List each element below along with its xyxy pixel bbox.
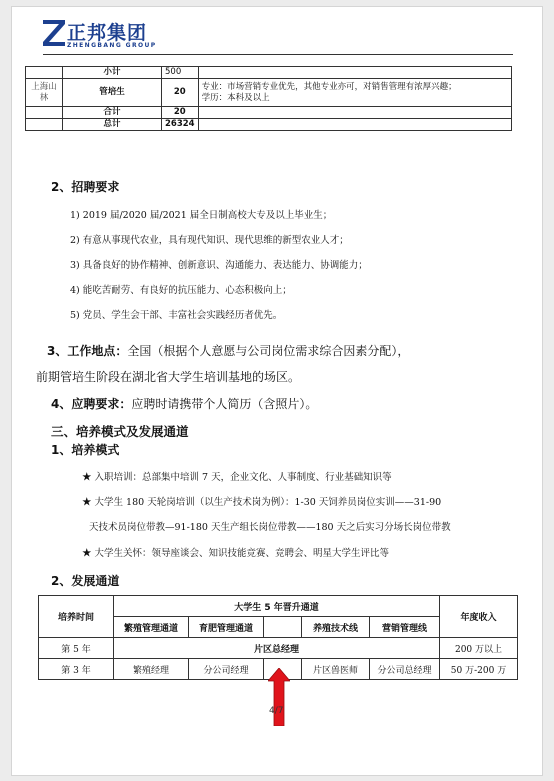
col-header-income: 年度收入 <box>440 596 518 638</box>
col-header-group: 大学生 5 年晋升通道 <box>114 596 440 617</box>
company-logo <box>43 18 173 52</box>
logo-mark-icon <box>43 20 65 46</box>
requirement-line: 学历：本科及以上 <box>201 92 270 103</box>
role-cell: 繁殖经理 <box>114 659 189 680</box>
role-cell: 管培生 <box>63 79 162 107</box>
year-cell: 第 3 年 <box>39 659 114 680</box>
role-cell: 分公司经理 <box>189 659 264 680</box>
year-cell: 第 5 年 <box>39 638 114 659</box>
role-cell: 分公司总经理 <box>370 659 440 680</box>
bullet-item: ★ 大学生 180 天轮岗培训（以生产技术岗为例）：1-30 天饲养员岗位实训——31-90 <box>82 497 442 508</box>
channel-header: 营销管理线 <box>370 617 440 638</box>
page-number: 4/7 <box>269 706 284 716</box>
list-item: 2) 有意从事现代农业，具有现代知识、现代思维的新型农业人才； <box>70 235 349 246</box>
subsection-heading: 1、培养模式 <box>51 443 120 457</box>
total-label: 总计 <box>63 119 162 131</box>
promotion-arrow-icon <box>268 668 290 726</box>
bullet-item: ★ 入职培训：总部集中培训 7 天，企业文化、人事制度、行业基础知识等 <box>82 472 392 483</box>
work-location-line <box>47 342 409 359</box>
work-location-line-2: 前期管培生阶段在湖北省大学生培训基地的场区。 <box>36 370 301 384</box>
list-item: 5) 党员、学生会干部、丰富社会实践经历者优先。 <box>70 310 283 321</box>
role-requirements <box>198 79 511 107</box>
sum-label: 合计 <box>63 107 162 119</box>
table-row <box>39 596 518 617</box>
table-row <box>26 79 512 107</box>
part-heading: 三、培养模式及发展通道 <box>51 424 189 439</box>
requirement-line: 专业：市场营销专业优先，其他专业亦可，对销售管理有浓厚兴趣； <box>201 81 457 92</box>
work-location-text: 全国（根据个人意愿与公司岗位需求综合因素分配）， <box>127 344 410 358</box>
bullet-item: ★ 大学生关怀：领导座谈会、知识技能竞赛、竞聘会、明星大学生评比等 <box>82 548 390 559</box>
recruit-table <box>25 66 512 131</box>
table-row <box>26 107 512 119</box>
section-heading: 2、招聘要求 <box>51 180 120 194</box>
income-cell: 50 万-200 万 <box>440 659 518 680</box>
sum-value: 20 <box>162 107 199 119</box>
location-cell: 上海山林 <box>26 79 63 107</box>
work-location-label: 3、工作地点： <box>47 344 128 358</box>
table-row <box>26 67 512 79</box>
col-header-time: 培养时间 <box>39 596 114 638</box>
subtotal-value: 500 <box>162 67 199 79</box>
channel-header: 繁殖管理通道 <box>114 617 189 638</box>
apply-requirement-line <box>51 395 317 412</box>
apply-requirement-text: 应聘时请携带个人简历（含照片）。 <box>131 397 318 411</box>
subsection-heading: 2、发展通道 <box>51 574 120 588</box>
role-count: 20 <box>162 79 199 107</box>
list-item: 3) 具备良好的协作精神、创新意识、沟通能力、表达能力、协调能力； <box>70 260 368 271</box>
role-cell: 片区总经理 <box>114 638 440 659</box>
table-row <box>39 638 518 659</box>
logo-text: 正邦集团 <box>67 22 148 44</box>
total-value: 26324 <box>162 119 199 131</box>
role-cell: 片区兽医师 <box>302 659 370 680</box>
list-item: 1) 2019 届/2020 届/2021 届全日制高校大专及以上毕业生； <box>70 210 333 221</box>
logo-subtext: ZHENGBANG GROUP <box>67 42 157 49</box>
apply-requirement-label: 4、应聘要求： <box>51 397 132 411</box>
table-row <box>26 119 512 131</box>
channel-header: 养殖技术线 <box>302 617 370 638</box>
subtotal-label: 小计 <box>63 67 162 79</box>
header-divider <box>43 54 513 55</box>
income-cell: 200 万以上 <box>440 638 518 659</box>
channel-header <box>264 617 302 638</box>
bullet-item: 天技术员岗位带教—91-180 天生产组长岗位带教——180 天之后实习分场长岗位带教 <box>89 522 451 533</box>
list-item: 4) 能吃苦耐劳、有良好的抗压能力、心态积极向上； <box>70 285 292 296</box>
channel-header: 育肥管理通道 <box>189 617 264 638</box>
